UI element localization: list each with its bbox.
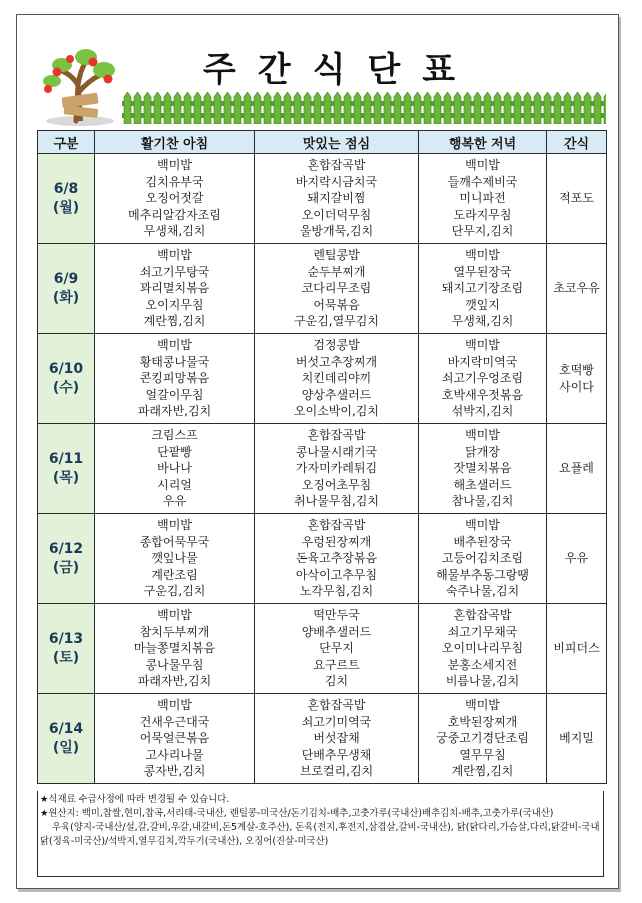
lunch-item: 오이더덕무침: [301, 207, 372, 222]
dinner-item: 닭개장: [465, 444, 500, 459]
dinner-item: 해물부추동그랑땡: [436, 567, 529, 582]
breakfast-cell: [95, 424, 255, 514]
day-date: 6/12: [48, 540, 84, 557]
day-date: 6/10: [48, 360, 84, 377]
lunch-item: 구운김,열무김치: [294, 314, 379, 329]
dinner-cell: [419, 604, 547, 694]
lunch-item: 바지락시금치국: [295, 174, 378, 189]
dinner-item: 호박새우젓볶음: [441, 387, 524, 402]
dinner-item: 도라지무침: [453, 207, 512, 222]
dinner-item: 계란찜,김치: [451, 764, 514, 779]
breakfast-item: 종합어묵무국: [139, 534, 210, 549]
breakfast-item: 백미밥: [157, 518, 192, 533]
table-row: [38, 694, 607, 784]
table-row: [38, 154, 607, 244]
table-row: [38, 334, 607, 424]
lunch-cell: [255, 514, 419, 604]
note-origin-line-3: 닭(정육-미국산)/석박지,열무김치,깍두기(국내산), 오징어(진살-미국산): [40, 836, 329, 847]
breakfast-item: 건새우근대국: [139, 714, 210, 729]
breakfast-item: 우유: [162, 494, 187, 509]
snack-item: 초코우유: [553, 281, 600, 295]
breakfast-item: 오이지무침: [145, 297, 204, 312]
breakfast-cell: [95, 514, 255, 604]
day-cell: [38, 424, 95, 514]
lunch-item: 치킨데리야끼: [301, 371, 372, 386]
snack-cell: [547, 424, 607, 514]
day-of-week: (목): [52, 469, 80, 486]
lunch-item: 오이소박이,김치: [294, 404, 379, 419]
lunch-item: 렌틸콩밥: [313, 248, 360, 263]
breakfast-item: 참치두부찌개: [139, 624, 210, 639]
lunch-item: 혼합잡곡밥: [307, 518, 366, 533]
breakfast-item: 무생채,김치: [143, 224, 206, 239]
lunch-item: 울방개묵,김치: [299, 224, 374, 239]
day-of-week: (수): [52, 379, 80, 396]
breakfast-item: 오징어젓갈: [145, 191, 204, 206]
note-change-notice: ★식재료 수급사정에 따라 변경될 수 있습니다.: [40, 794, 230, 805]
table-header-row: [38, 131, 607, 154]
day-date: 6/9: [53, 270, 79, 287]
dinner-item: 혼합잡곡밥: [453, 608, 512, 623]
lunch-item: 오징어초무침: [301, 477, 372, 492]
day-of-week: (일): [52, 739, 80, 756]
table-row: [38, 244, 607, 334]
lunch-item: 가자미카레튀김: [295, 461, 378, 476]
breakfast-item: 어묵얼큰볶음: [139, 731, 210, 746]
dinner-item: 참나물,김치: [451, 494, 514, 509]
lunch-cell: [255, 154, 419, 244]
header-lunch: 맛있는 점심: [255, 131, 419, 154]
snack-cell: [547, 694, 607, 784]
breakfast-item: 콘킹피망볶음: [139, 371, 210, 386]
table-row: [38, 514, 607, 604]
breakfast-item: 깻잎나물: [151, 551, 198, 566]
lunch-item: 단배추무생채: [301, 747, 372, 762]
snack-item: 적포도: [559, 191, 594, 205]
note-origin-line-2: 우육(양지-국내산/설,갈,갈비,우갈,내갈비,돈5계살-호주산), 돈육(전지,후전지,삼겹살,갈비-국내산), 닭(닭다리,가슴살,다리,닭갈비-국내: [52, 822, 600, 833]
breakfast-item: 김치유부국: [145, 174, 204, 189]
dinner-item: 백미밥: [465, 698, 500, 713]
lunch-item: 돈육고추장볶음: [295, 551, 378, 566]
dinner-item: 백미밥: [465, 518, 500, 533]
page-title: 주간식단표: [202, 50, 478, 90]
lunch-cell: [255, 424, 419, 514]
lunch-item: 돼지갈비찜: [307, 191, 366, 206]
dinner-item: 섞박지,김치: [451, 404, 514, 419]
dinner-item: 오이미나리무침: [441, 641, 524, 656]
day-of-week: (월): [52, 199, 80, 216]
lunch-item: 우렁된장찌개: [301, 534, 372, 549]
breakfast-item: 백미밥: [157, 698, 192, 713]
dinner-item: 돼지고기장조림: [441, 281, 524, 296]
breakfast-item: 백미밥: [157, 248, 192, 263]
snack-item: 베지밀: [559, 731, 594, 745]
breakfast-item: 시리얼: [157, 477, 192, 492]
breakfast-item: 백미밥: [157, 158, 192, 173]
breakfast-item: 메추리알감자조림: [128, 207, 221, 222]
day-date: 6/11: [48, 450, 84, 467]
apple-tree-icon: [40, 45, 120, 127]
lunch-item: 취나물무침,김치: [294, 494, 379, 509]
breakfast-cell: [95, 604, 255, 694]
dinner-item: 백미밥: [465, 248, 500, 263]
dinner-item: 단무지,김치: [451, 224, 514, 239]
dinner-item: 쇠고기우엉조림: [441, 371, 524, 386]
breakfast-item: 마늘쫑멸치볶음: [133, 641, 216, 656]
dinner-item: 미니파전: [459, 191, 506, 206]
day-cell: [38, 154, 95, 244]
lunch-item: 버섯잡채: [313, 731, 360, 746]
day-of-week: (화): [52, 289, 80, 306]
breakfast-item: 콩나물무침: [145, 657, 204, 672]
header-dinner: 행복한 저녁: [419, 131, 547, 154]
lunch-item: 양상추샐러드: [301, 387, 372, 402]
breakfast-item: 파래자반,김치: [137, 404, 212, 419]
lunch-item: 혼합잡곡밥: [307, 698, 366, 713]
lunch-item: 콩나물시래기국: [295, 444, 378, 459]
breakfast-item: 백미밥: [157, 338, 192, 353]
day-cell: [38, 334, 95, 424]
dinner-item: 들깨수제비국: [447, 174, 518, 189]
dinner-item: 백미밥: [465, 338, 500, 353]
breakfast-cell: [95, 244, 255, 334]
dinner-item: 배추된장국: [453, 534, 512, 549]
breakfast-item: 고사리나물: [145, 747, 204, 762]
dinner-item: 호박된장찌개: [447, 714, 518, 729]
dinner-cell: [419, 424, 547, 514]
dinner-item: 열무된장국: [453, 264, 512, 279]
lunch-item: 혼합잡곡밥: [307, 428, 366, 443]
breakfast-item: 콩자반,김치: [143, 764, 206, 779]
header-breakfast: 활기찬 아침: [95, 131, 255, 154]
note-origin-line-1: ★원산지: 백미,찹쌀,현미,찹곡,서리태-국내산, 렌틸콩-미국산/돈기김치-배추,고춧가루(국내산)배추김치-배추,고춧가루(국내산): [40, 808, 554, 819]
dinner-item: 백미밥: [465, 158, 500, 173]
fence-decoration: [122, 92, 606, 124]
snack-item: 우유: [564, 551, 589, 565]
header-category: 구분: [38, 131, 95, 154]
dinner-item: 해초샐러드: [453, 477, 512, 492]
lunch-item: 김치: [324, 674, 349, 689]
lunch-item: 순두부찌개: [307, 264, 366, 279]
dinner-item: 잣멸치볶음: [453, 461, 512, 476]
table-row: [38, 604, 607, 694]
weekly-menu-table: [37, 130, 607, 784]
snack-cell: [547, 604, 607, 694]
breakfast-item: 백미밥: [157, 608, 192, 623]
dinner-item: 바지락미역국: [447, 354, 518, 369]
breakfast-item: 얼갈이무침: [145, 387, 204, 402]
breakfast-item: 바나나: [157, 461, 192, 476]
snack-cell: [547, 154, 607, 244]
lunch-item: 코다리무조림: [301, 281, 372, 296]
lunch-item: 검정콩밥: [313, 338, 360, 353]
day-date: 6/13: [48, 630, 84, 647]
lunch-cell: [255, 694, 419, 784]
snack-item: 사이다: [559, 379, 594, 394]
lunch-cell: [255, 244, 419, 334]
dinner-item: 열무무침: [459, 747, 506, 762]
dinner-cell: [419, 514, 547, 604]
notes-box: [37, 791, 604, 877]
lunch-item: 혼합잡곡밥: [307, 158, 366, 173]
breakfast-item: 크림스프: [151, 428, 198, 443]
lunch-item: 노각무침,김치: [299, 584, 374, 599]
snack-cell: [547, 244, 607, 334]
breakfast-item: 쇠고기무탕국: [139, 264, 210, 279]
lunch-item: 브로컬리,김치: [299, 764, 374, 779]
dinner-cell: [419, 334, 547, 424]
breakfast-item: 계란조림: [151, 567, 198, 582]
breakfast-cell: [95, 694, 255, 784]
dinner-cell: [419, 694, 547, 784]
snack-item: 호떡빵: [559, 362, 594, 377]
breakfast-item: 꽈리멸치볶음: [139, 281, 210, 296]
breakfast-cell: [95, 334, 255, 424]
dinner-item: 궁중고기경단조림: [436, 731, 529, 746]
dinner-item: 쇠고기무채국: [447, 624, 518, 639]
dinner-item: 비름나물,김치: [445, 674, 520, 689]
lunch-item: 단무지: [319, 641, 354, 656]
dinner-item: 숙주나물,김치: [445, 584, 520, 599]
breakfast-item: 파래자반,김치: [137, 674, 212, 689]
lunch-item: 아삭이고추무침: [295, 567, 378, 582]
lunch-item: 양배추샐러드: [301, 624, 372, 639]
day-date: 6/14: [48, 720, 84, 737]
dinner-item: 고등어김치조림: [441, 551, 524, 566]
dinner-item: 무생채,김치: [451, 314, 514, 329]
dinner-item: 백미밥: [465, 428, 500, 443]
lunch-cell: [255, 334, 419, 424]
snack-cell: [547, 334, 607, 424]
table-row: [38, 424, 607, 514]
lunch-item: 요구르트: [313, 657, 360, 672]
day-of-week: (금): [52, 559, 80, 576]
day-cell: [38, 514, 95, 604]
day-cell: [38, 244, 95, 334]
day-of-week: (토): [52, 649, 80, 666]
breakfast-cell: [95, 154, 255, 244]
breakfast-item: 단팥빵: [157, 444, 192, 459]
lunch-item: 어묵볶음: [313, 297, 360, 312]
day-date: 6/8: [53, 180, 79, 197]
day-cell: [38, 604, 95, 694]
header-snack: 간식: [547, 131, 607, 154]
dinner-cell: [419, 154, 547, 244]
lunch-item: 쇠고기미역국: [301, 714, 372, 729]
snack-item: 비피더스: [553, 641, 600, 655]
snack-item: 요플레: [559, 461, 594, 475]
lunch-cell: [255, 604, 419, 694]
breakfast-item: 황태콩나물국: [139, 354, 210, 369]
lunch-item: 버섯고추장찌개: [295, 354, 378, 369]
day-cell: [38, 694, 95, 784]
snack-cell: [547, 514, 607, 604]
lunch-item: 떡만두국: [313, 608, 360, 623]
dinner-cell: [419, 244, 547, 334]
dinner-item: 깻잎지: [465, 297, 500, 312]
dinner-item: 분홍소세지전: [447, 657, 518, 672]
breakfast-item: 계란찜,김치: [143, 314, 206, 329]
breakfast-item: 구운김,김치: [143, 584, 206, 599]
